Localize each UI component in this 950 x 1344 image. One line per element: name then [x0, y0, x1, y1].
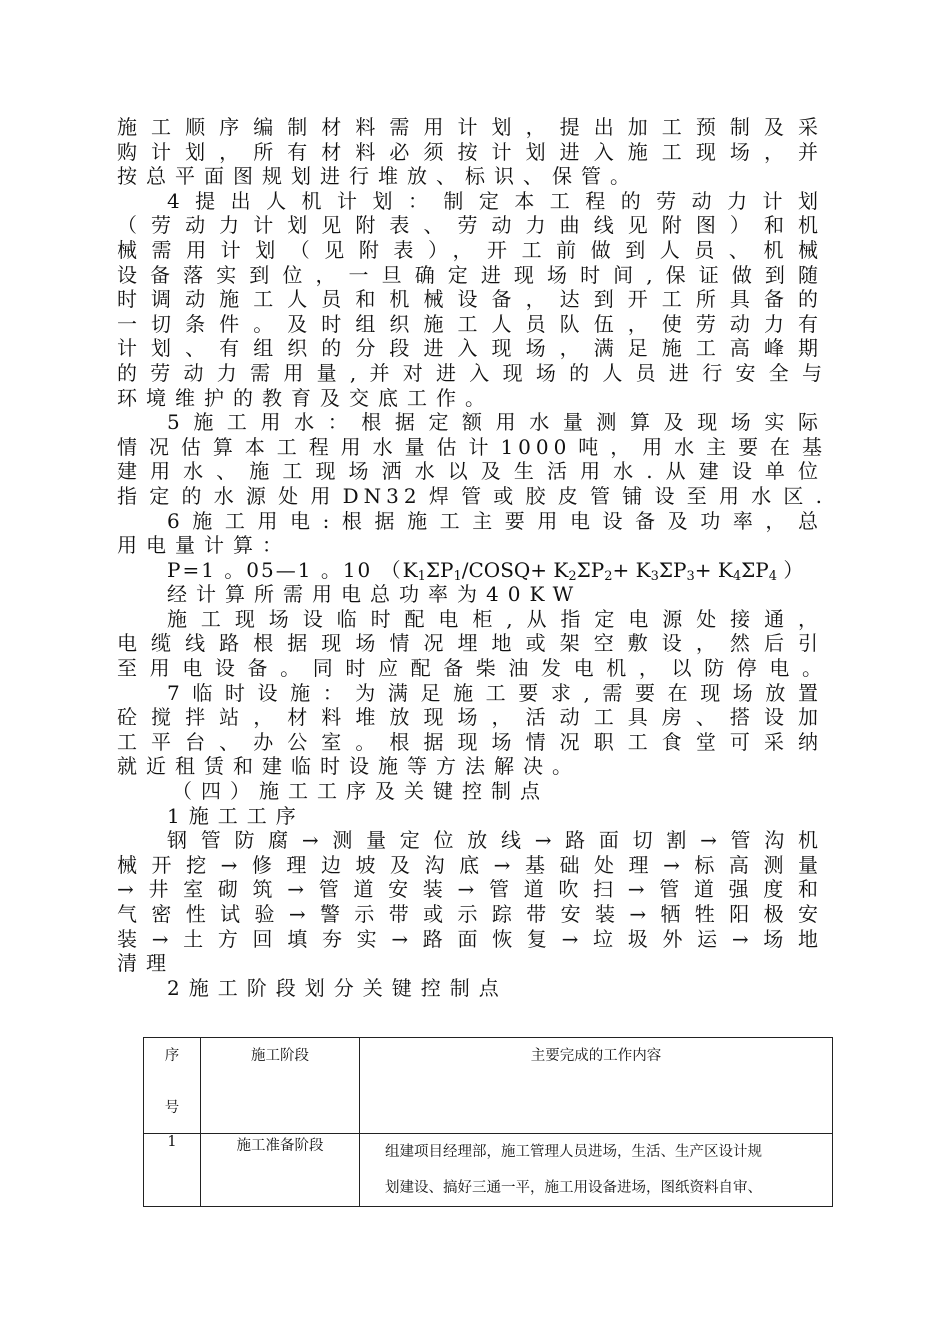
text-line: 情况估算本工程用水量估计1000吨，用水主要在基 — [117, 434, 827, 459]
table-header-row — [144, 1038, 833, 1134]
cell-seq: 1 — [144, 1134, 201, 1207]
text-line: 按总平面图规划进行堆放、标识、保管。 — [117, 164, 639, 189]
body-text — [117, 115, 827, 1000]
text-line: 气密性试验→警示带或示踪带安装→牺牲阳极安 — [117, 902, 827, 926]
header-stage: 施工阶段 — [201, 1038, 360, 1134]
text-line: 电缆线路根据现场情况埋地或架空敷设，然后引 — [117, 631, 827, 656]
text-line: 经计算所需用电总功率为40KW — [167, 582, 583, 607]
text-line: 5施工用水：根据定额用水量测算及现场实际 — [167, 410, 827, 435]
section-heading: （四）施工工序及关键控制点 — [172, 779, 549, 804]
subsection-heading: 2施工阶段划分关键控制点 — [167, 975, 508, 1000]
text-line: 指定的水源处用DN32焊管或胶皮管铺设至用水区. — [117, 483, 827, 508]
text-line: 的劳动力需用量,并对进入现场的人员进行安全与 — [117, 360, 827, 385]
formula-prefix: P=1 。05—1 。10 （ — [167, 557, 403, 582]
text-line: 钢管防腐→测量定位放线→路面切割→管沟机 — [167, 828, 827, 853]
text-line: 械开挖→修理边坡及沟底→基础处理→标高测量 — [117, 852, 827, 877]
text-line: 至用电设备。同时应配备柴油发电机，以防停电。 — [117, 656, 827, 681]
text-line: 时调动施工人员和机械设备，达到开工所具备的 — [117, 287, 827, 312]
formula-line: P=1 。05—1 。10 （$K_1\Sigma P_1/COSQ+ K_2\Sigma P_2+ K_3\Sigma P_3+ K_4\Sigma P_4$ ） — [167, 557, 804, 584]
content-line: 组建项目经理部，施工管理人员进场，生活、生产区设计规 — [385, 1144, 762, 1160]
text-line: 购计划，所有材料必须按计划进入施工现场，并 — [117, 139, 827, 164]
text-line: 一切条件。及时组织施工人员队伍，使劳动力有 — [117, 311, 827, 336]
text-line: 环境维护的教育及交底工作。 — [117, 385, 494, 410]
text-line: （劳动力计划见附表、劳动力曲线见附图）和机 — [117, 213, 827, 238]
text-line: 施工顺序编制材料需用计划，提出加工预制及采 — [117, 115, 827, 139]
text-line: 用电量计算： — [117, 533, 291, 558]
text-line: 4提出人机计划：制定本工程的劳动力计划 — [167, 188, 827, 213]
cell-content — [360, 1134, 833, 1207]
text-line: 施工现场设临时配电柜,从指定电源处接通， — [167, 606, 827, 631]
cell-stage: 施工准备阶段 — [201, 1134, 360, 1207]
text-line: 械需用计划（见附表），开工前做到人员、机械 — [117, 237, 827, 262]
table-row — [144, 1134, 833, 1207]
content-line: 划建设、搞好三通一平，施工用设备进场，图纸资料自审、 — [385, 1180, 762, 1196]
text-line: 砼搅拌站，材料堆放现场，活动工具房、搭设加 — [117, 705, 827, 730]
subsection-heading: 1施工工序 — [167, 803, 305, 828]
text-line: →井室砌筑→管道安装→管道吹扫→管道强度和 — [117, 877, 827, 902]
header-content: 主要完成的工作内容 — [360, 1038, 833, 1134]
header-seq: 序 号 — [144, 1038, 201, 1134]
construction-stage-table — [143, 1037, 833, 1207]
text-line: 清理 — [117, 951, 175, 976]
text-line: 7临时设施：为满足施工要求,需要在现场放置 — [167, 680, 827, 705]
text-line: 设备落实到位，一旦确定进现场时间,保证做到随 — [117, 262, 827, 287]
text-line: 工平台、办公室。根据现场情况职工食堂可采纳 — [117, 729, 827, 754]
text-line: 计划、有组织的分段进入现场，满足施工高峰期 — [117, 336, 827, 361]
text-line: 建用水、施工现场洒水以及生活用水.从建设单位 — [117, 459, 827, 484]
text-line: 6施工用电:根据施工主要用电设备及功率，总 — [167, 508, 827, 533]
text-line: 装→土方回填夯实→路面恢复→垃圾外运→场地 — [117, 926, 827, 951]
text-line: 就近租赁和建临时设施等方法解决。 — [117, 754, 581, 779]
